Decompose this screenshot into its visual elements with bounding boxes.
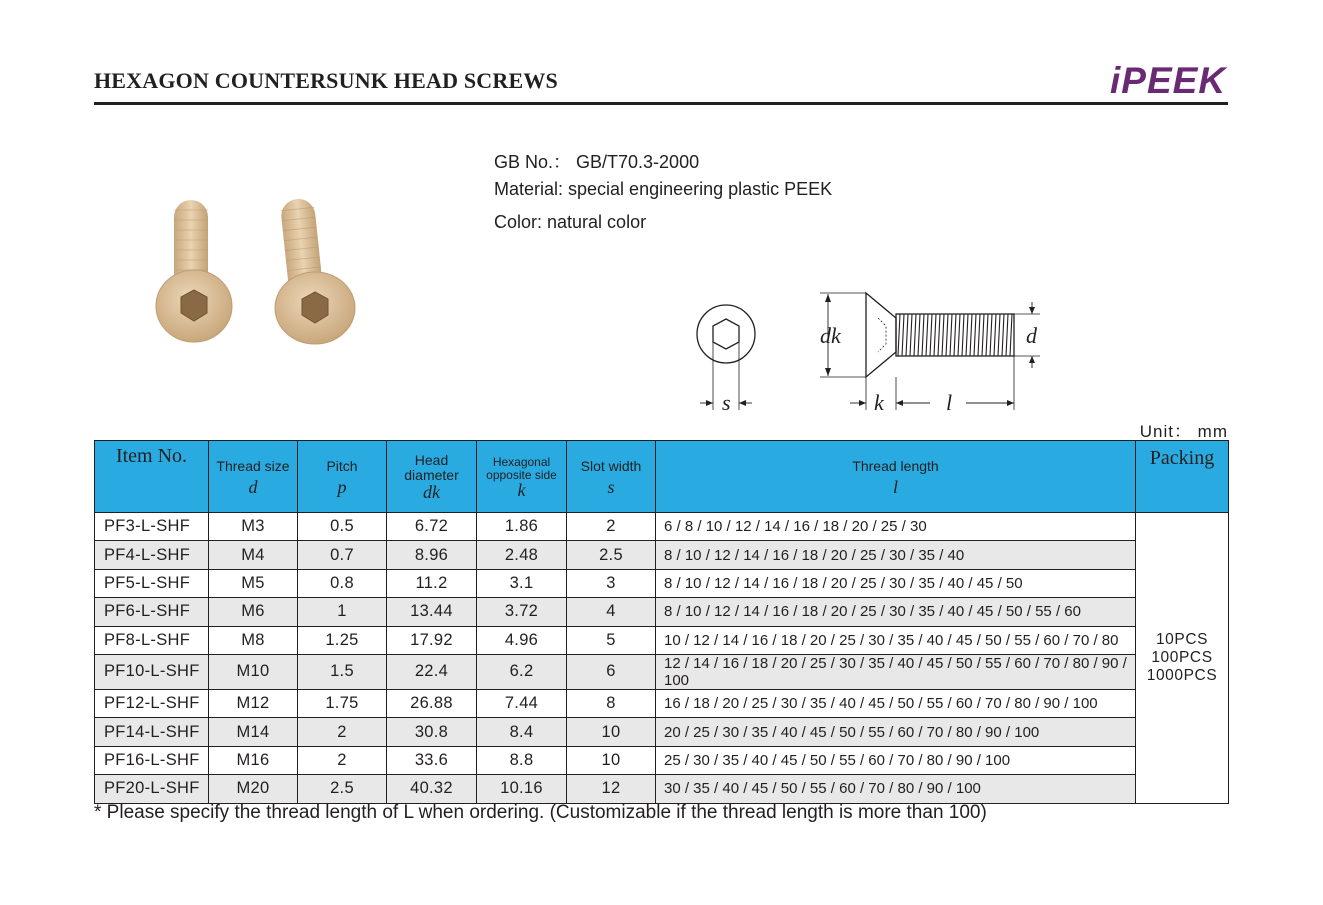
cell-slot-width: 4 (567, 598, 656, 626)
cell-pitch: 2 (298, 746, 387, 774)
cell-hex-side: 2.48 (477, 541, 567, 569)
cell-slot-width: 10 (567, 746, 656, 774)
gb-number: GB No.： GB/T70.3-2000 (494, 152, 700, 172)
cell-hex-side: 3.72 (477, 598, 567, 626)
label-k: k (874, 390, 884, 415)
cell-slot-width: 6 (567, 654, 656, 689)
cell-slot-width: 3 (567, 569, 656, 597)
cell-hex-side: 6.2 (477, 654, 567, 689)
cell-head-diameter: 22.4 (387, 654, 477, 689)
cell-head-diameter: 33.6 (387, 746, 477, 774)
cell-slot-width: 12 (567, 775, 656, 803)
table-row (95, 569, 1229, 597)
cell-head-diameter: 26.88 (387, 689, 477, 717)
logo-text: iPEEK (1110, 60, 1227, 98)
table-row (95, 598, 1229, 626)
label-d: d (1026, 323, 1037, 348)
color-line: Color: natural color (494, 212, 647, 232)
cell-thread-size: M4 (209, 541, 298, 569)
cell-slot-width: 2.5 (567, 541, 656, 569)
cell-item-no: PF12-L-SHF (95, 689, 209, 717)
cell-slot-width: 5 (567, 626, 656, 654)
cell-pitch: 1 (298, 598, 387, 626)
cell-item-no: PF3-L-SHF (95, 513, 209, 541)
packing-option: 1000PCS (1146, 666, 1218, 684)
cell-hex-side: 3.1 (477, 569, 567, 597)
cell-thread-length: 6 / 8 / 10 / 12 / 14 / 16 / 18 / 20 / 25 / 30 (656, 513, 1136, 541)
cell-pitch: 2 (298, 718, 387, 746)
cell-head-diameter: 11.2 (387, 569, 477, 597)
table-row (95, 513, 1229, 541)
cell-thread-length: 8 / 10 / 12 / 14 / 16 / 18 / 20 / 25 / 30 / 35 / 40 (656, 541, 1136, 569)
cell-slot-width: 2 (567, 513, 656, 541)
col-slot-width: Slot width s (567, 441, 656, 513)
cell-pitch: 2.5 (298, 775, 387, 803)
cell-thread-length: 8 / 10 / 12 / 14 / 16 / 18 / 20 / 25 / 30 / 35 / 40 / 45 / 50 / 55 / 60 (656, 598, 1136, 626)
screw-left (156, 200, 232, 342)
cell-slot-width: 10 (567, 718, 656, 746)
cell-thread-size: M3 (209, 513, 298, 541)
col-hex-side: Hexagonal opposite side k (477, 441, 567, 513)
cell-pitch: 0.8 (298, 569, 387, 597)
cell-hex-side: 8.8 (477, 746, 567, 774)
ordering-note: * Please specify the thread length of L when ordering. (Customizable if the thread length is more than 100) (94, 802, 987, 823)
col-packing: Packing (1136, 441, 1229, 513)
cell-hex-side: 8.4 (477, 718, 567, 746)
cell-pitch: 0.7 (298, 541, 387, 569)
title-divider (94, 102, 1228, 105)
table-row (95, 541, 1229, 569)
cell-head-diameter: 17.92 (387, 626, 477, 654)
cell-item-no: PF10-L-SHF (95, 654, 209, 689)
cell-item-no: PF16-L-SHF (95, 746, 209, 774)
cell-item-no: PF4-L-SHF (95, 541, 209, 569)
product-photo (140, 180, 400, 350)
cell-thread-length: 25 / 30 / 35 / 40 / 45 / 50 / 55 / 60 / 70 / 80 / 90 / 100 (656, 746, 1136, 774)
cell-item-no: PF8-L-SHF (95, 626, 209, 654)
cell-hex-side: 4.96 (477, 626, 567, 654)
table-row (95, 626, 1229, 654)
cell-pitch: 1.75 (298, 689, 387, 717)
col-pitch: Pitch p (298, 441, 387, 513)
material-line: Material: special engineering plastic PEEK (494, 179, 833, 199)
cell-item-no: PF6-L-SHF (95, 598, 209, 626)
cell-pitch: 0.5 (298, 513, 387, 541)
table-row (95, 775, 1229, 803)
cell-thread-size: M6 (209, 598, 298, 626)
label-dk: dk (820, 323, 841, 348)
cell-thread-size: M10 (209, 654, 298, 689)
col-thread-size: Thread size d (209, 441, 298, 513)
cell-head-diameter: 6.72 (387, 513, 477, 541)
spec-table (94, 440, 1229, 804)
cell-thread-size: M20 (209, 775, 298, 803)
cell-item-no: PF20-L-SHF (95, 775, 209, 803)
cell-thread-length: 30 / 35 / 40 / 45 / 50 / 55 / 60 / 70 / 80 / 90 / 100 (656, 775, 1136, 803)
cell-head-diameter: 13.44 (387, 598, 477, 626)
cell-thread-size: M8 (209, 626, 298, 654)
ipeek-logo (1108, 58, 1228, 98)
cell-item-no: PF5-L-SHF (95, 569, 209, 597)
cell-head-diameter: 30.8 (387, 718, 477, 746)
cell-slot-width: 8 (567, 689, 656, 717)
table-row (95, 718, 1229, 746)
cell-head-diameter: 40.32 (387, 775, 477, 803)
cell-thread-length: 12 / 14 / 16 / 18 / 20 / 25 / 30 / 35 / 40 / 45 / 50 / 55 / 60 / 70 / 80 / 90 / 100 (656, 654, 1136, 689)
col-item-no: Item No. (95, 441, 209, 513)
unit-label: Unit： mm (1139, 422, 1228, 441)
cell-hex-side: 7.44 (477, 689, 567, 717)
col-head-diameter: Head diameter dk (387, 441, 477, 513)
cell-thread-size: M14 (209, 718, 298, 746)
page-title: HEXAGON COUNTERSUNK HEAD SCREWS (94, 68, 558, 93)
cell-thread-size: M5 (209, 569, 298, 597)
packing-option: 10PCS (1155, 630, 1209, 648)
cell-head-diameter: 8.96 (387, 541, 477, 569)
packing-option: 100PCS (1151, 648, 1213, 666)
cell-pitch: 1.5 (298, 654, 387, 689)
cell-thread-size: M12 (209, 689, 298, 717)
label-s: s (722, 390, 731, 415)
table-row (95, 654, 1229, 689)
table-row (95, 689, 1229, 717)
cell-hex-side: 10.16 (477, 775, 567, 803)
table-header-row (95, 441, 1229, 513)
cell-hex-side: 1.86 (477, 513, 567, 541)
cell-item-no: PF14-L-SHF (95, 718, 209, 746)
col-thread-length: Thread length l (656, 441, 1136, 513)
cell-packing (1136, 513, 1229, 804)
table-row (95, 746, 1229, 774)
cell-thread-length: 16 / 18 / 20 / 25 / 30 / 35 / 40 / 45 / 50 / 55 / 60 / 70 / 80 / 90 / 100 (656, 689, 1136, 717)
cell-pitch: 1.25 (298, 626, 387, 654)
cell-thread-length: 10 / 12 / 14 / 16 / 18 / 20 / 25 / 30 / 35 / 40 / 45 / 50 / 55 / 60 / 70 / 80 (656, 626, 1136, 654)
cell-thread-length: 20 / 25 / 30 / 35 / 40 / 45 / 50 / 55 / 60 / 70 / 80 / 90 / 100 (656, 718, 1136, 746)
label-l: l (946, 390, 953, 415)
cell-thread-size: M16 (209, 746, 298, 774)
cell-thread-length: 8 / 10 / 12 / 14 / 16 / 18 / 20 / 25 / 30 / 35 / 40 / 45 / 50 (656, 569, 1136, 597)
screw-diagram (690, 282, 1050, 422)
